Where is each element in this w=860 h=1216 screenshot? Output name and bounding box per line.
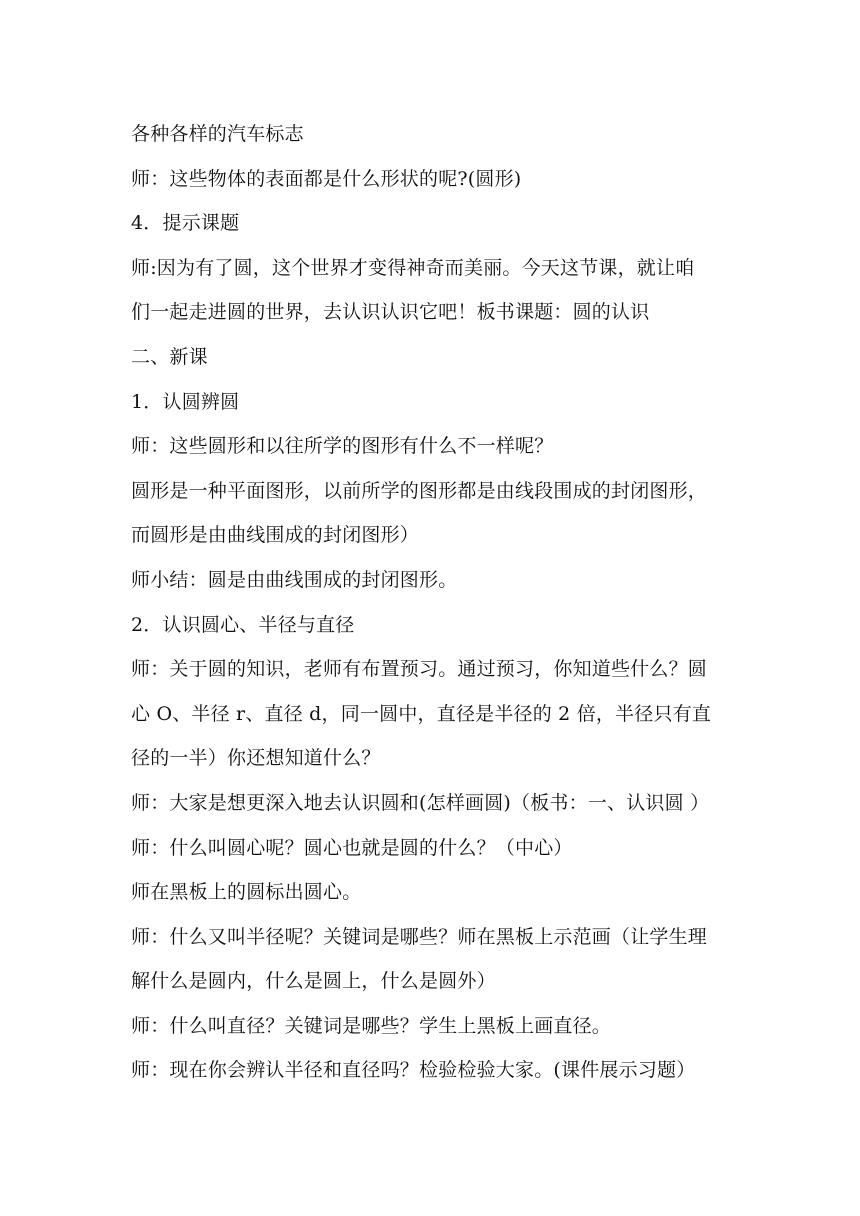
text-line: 师：什么叫直径？关键词是哪些？学生上黑板上画直径。 <box>131 1014 612 1037</box>
text-line: 师：关于圆的知识，老师有布置预习。通过预习，你知道些什么？圆 <box>131 658 708 681</box>
text-line: 径的一半）你还想知道什么？ <box>131 747 381 770</box>
section-heading: 2．认识圆心、半径与直径 <box>131 613 355 636</box>
section-heading: 4．提示课题 <box>131 212 240 235</box>
text-line: 师在黑板上的圆标出圆心。 <box>131 881 362 904</box>
text-line: 各种各样的汽车标志 <box>131 123 304 145</box>
text-line: 师：什么叫圆心呢？圆心也就是圆的什么？（中心） <box>131 836 573 859</box>
text-line: 师：现在你会辨认半径和直径吗？检验检验大家。(课件展示习题） <box>131 1059 696 1082</box>
text-line: 师：这些圆形和以往所学的图形有什么不一样呢？ <box>131 435 554 458</box>
text-line: 师：大家是想更深入地去认识圆和(怎样画圆)（板书：一、认识圆 ） <box>131 791 710 814</box>
text-line: 们一起走进圆的世界，去认识认识它吧！板书课题：圆的认识 <box>131 301 650 324</box>
text-line: 师：这些物体的表面都是什么形状的呢?(圆形) <box>131 167 522 190</box>
document-body <box>131 112 741 1093</box>
text-line: 解什么是圆内，什么是圆上，什么是圆外） <box>131 970 496 993</box>
text-line: 心 O、半径 r、直径 d，同一圆中，直径是半径的 2 倍，半径只有直 <box>131 702 712 725</box>
text-line: 而圆形是由曲线围成的封闭图形） <box>131 524 420 547</box>
text-line: 师：什么又叫半径呢？关键词是哪些？师在黑板上示范画（让学生理 <box>131 925 708 948</box>
text-line: 师小结：圆是由曲线围成的封闭图形。 <box>131 568 458 591</box>
section-heading: 1．认圆辨圆 <box>131 390 240 413</box>
text-line: 圆形是一种平面图形，以前所学的图形都是由线段围成的封闭图形， <box>131 479 708 502</box>
text-line: 师:因为有了圆，这个世界才变得神奇而美丽。今天这节课，就让咱 <box>131 256 695 279</box>
section-heading: 二、新课 <box>131 345 208 368</box>
